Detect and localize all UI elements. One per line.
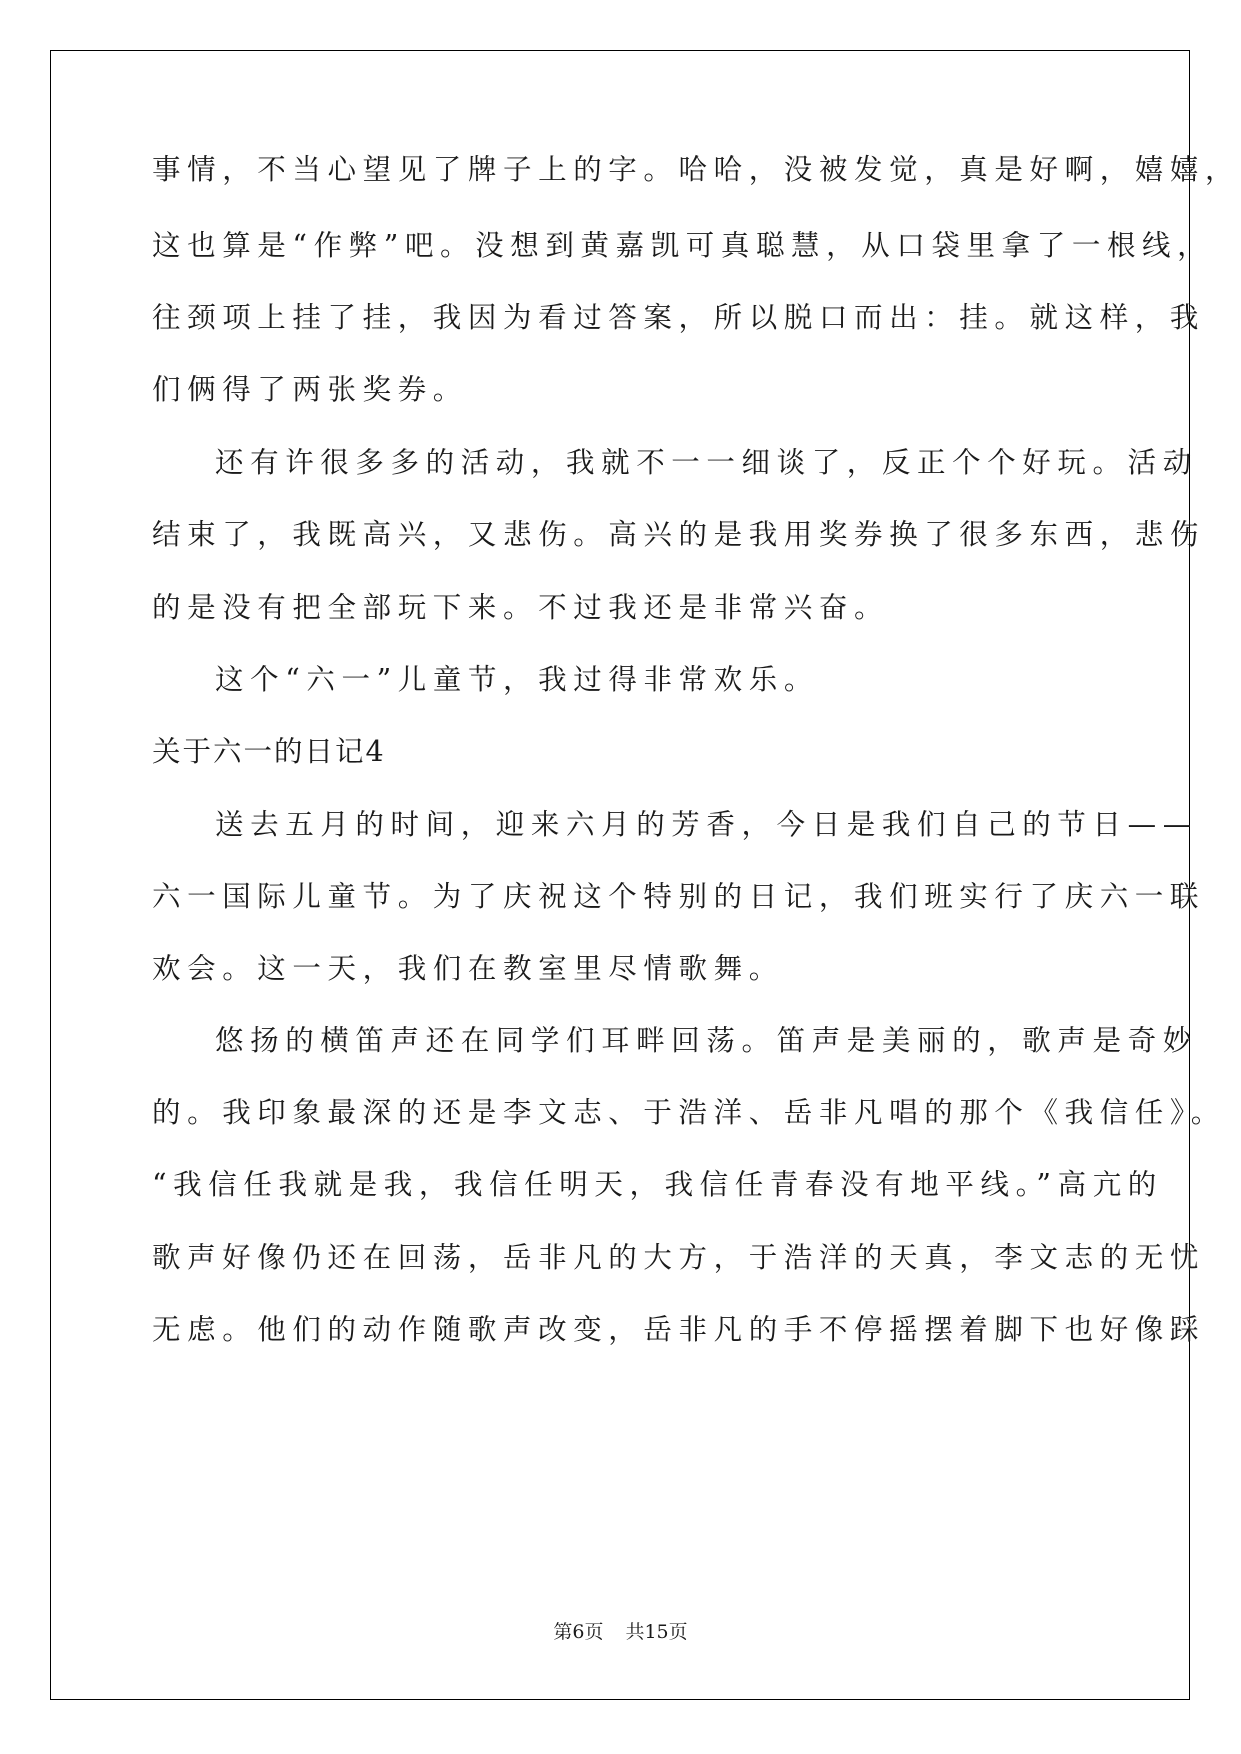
paragraph-first-line: 还有许很多多的活动，我就不一一细谈了，反正个个好玩。活动 <box>215 446 1198 479</box>
section-heading: 关于六一的日记4 <box>152 735 386 768</box>
paragraph-first-line: 这个“六一”儿童节，我过得非常欢乐。 <box>215 663 819 696</box>
paragraph-first-line: 悠扬的横笛声还在同学们耳畔回荡。笛声是美丽的，歌声是奇妙 <box>215 1024 1198 1057</box>
text-line: 歌声好像仍还在回荡，岳非凡的大方，于浩洋的天真，李文志的无忧 <box>152 1241 1206 1274</box>
text-line: 往颈项上挂了挂，我因为看过答案，所以脱口而出：挂。就这样，我 <box>152 301 1206 334</box>
paragraph-first-line: 送去五月的时间，迎来六月的芳香，今日是我们自己的节日—— <box>215 808 1198 841</box>
text-line: “我信任我就是我，我信任明天，我信任青春没有地平线。”高亢的 <box>152 1168 1163 1201</box>
text-line: 这也算是“作弊”吧。没想到黄嘉凯可真聪慧，从口袋里拿了一根线， <box>152 229 1213 262</box>
text-line: 欢会。这一天，我们在教室里尽情歌舞。 <box>152 952 784 985</box>
text-line: 无虑。他们的动作随歌声改变，岳非凡的手不停摇摆着脚下也好像踩 <box>152 1313 1206 1346</box>
page-total: 共15页 <box>625 1621 688 1643</box>
page-number: 第6页 <box>553 1621 604 1643</box>
text-line: 六一国际儿童节。为了庆祝这个特别的日记，我们班实行了庆六一联 <box>152 880 1206 913</box>
text-line: 结束了，我既高兴，又悲伤。高兴的是我用奖券换了很多东西，悲伤 <box>152 518 1206 551</box>
text-line: 的是没有把全部玩下来。不过我还是非常兴奋。 <box>152 591 890 624</box>
page-border <box>50 50 1190 1700</box>
text-line: 事情，不当心望见了牌子上的字。哈哈，没被发觉，真是好啊，嬉嬉， <box>152 153 1241 186</box>
text-line: 的。我印象最深的还是李文志、于浩洋、岳非凡唱的那个《我信任》。 <box>152 1096 1226 1129</box>
text-line: 们俩得了两张奖券。 <box>152 373 468 406</box>
page-footer <box>0 1620 1241 1644</box>
